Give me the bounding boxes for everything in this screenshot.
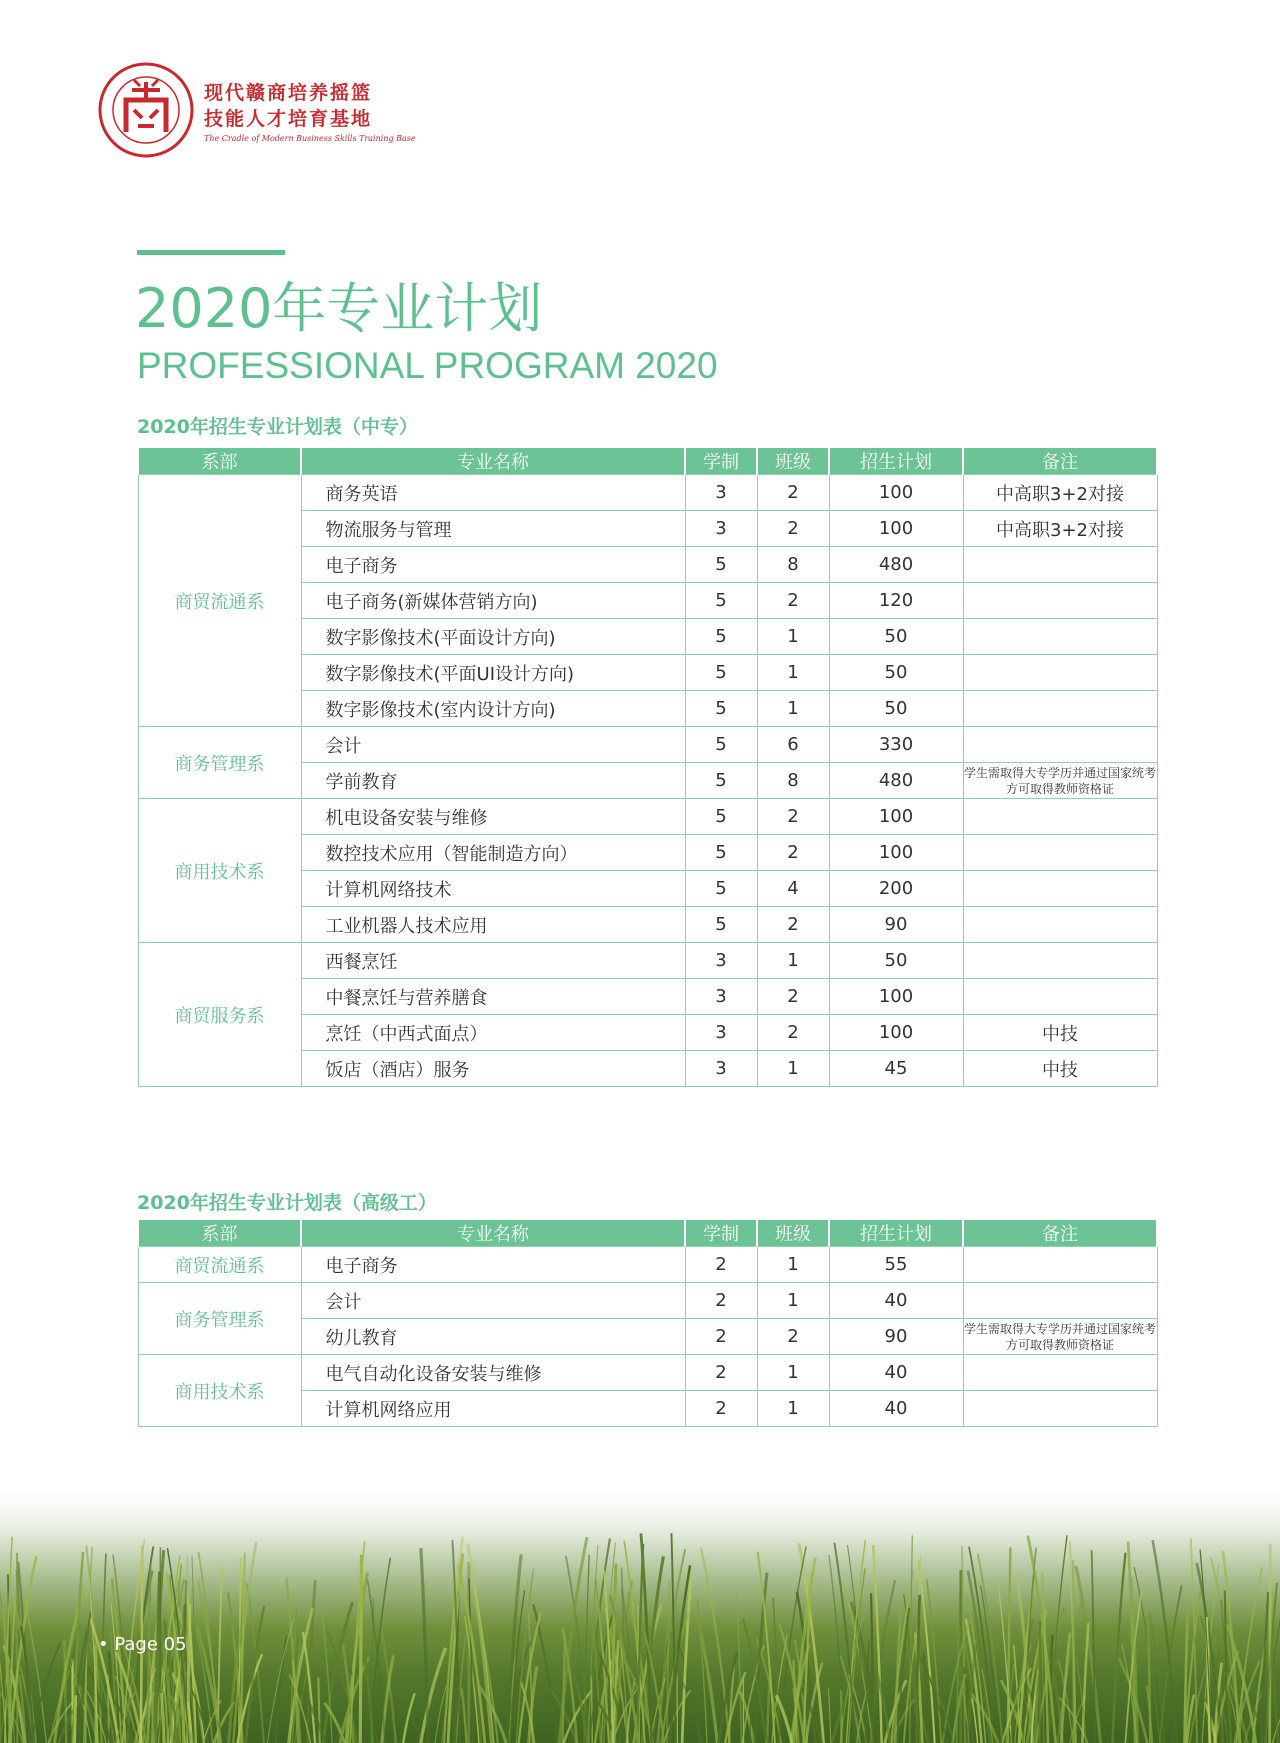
note-cell: 学生需取得大专学历并通过国家统考方可取得教师资格证 <box>963 1319 1157 1355</box>
plan-cell: 480 <box>829 547 963 583</box>
major-cell: 电子商务 <box>301 1247 685 1283</box>
major-cell: 会计 <box>301 1283 685 1319</box>
plan-cell: 40 <box>829 1355 963 1391</box>
grass-blade <box>755 1573 767 1743</box>
logo-slogan-line2: 技能人才培育基地 <box>204 108 373 130</box>
note-cell <box>963 1391 1157 1427</box>
grass-blade <box>683 1683 703 1743</box>
table2-title: 2020年招生专业计划表（高级工） <box>137 1192 437 1214</box>
note-cell <box>963 655 1157 691</box>
major-cell: 数字影像技术(平面UI设计方向) <box>301 655 685 691</box>
grass-background <box>0 1490 1280 1743</box>
table-row <box>138 799 1157 835</box>
major-cell: 物流服务与管理 <box>301 511 685 547</box>
grass-blade <box>871 1593 873 1743</box>
grass-blade <box>1092 1550 1095 1743</box>
grass-blade <box>910 1535 913 1743</box>
plan-cell: 50 <box>829 943 963 979</box>
major-cell: 计算机网络应用 <box>301 1391 685 1427</box>
classes-cell: 1 <box>757 691 829 727</box>
classes-cell: 1 <box>757 1247 829 1283</box>
column-header: 备注 <box>963 1220 1157 1247</box>
column-header: 系部 <box>138 448 301 475</box>
classes-cell: 8 <box>757 763 829 799</box>
department-cell: 商贸流通系 <box>138 1247 301 1283</box>
column-header: 招生计划 <box>829 1220 963 1247</box>
plan-cell: 330 <box>829 727 963 763</box>
classes-cell: 1 <box>757 1051 829 1087</box>
department-cell: 商贸服务系 <box>138 943 301 1087</box>
school-seal-icon <box>96 60 196 160</box>
enrollment-table-senior-worker <box>137 1220 1158 1427</box>
note-cell: 中技 <box>963 1051 1157 1087</box>
grass-blade <box>591 1676 592 1743</box>
classes-cell: 1 <box>757 943 829 979</box>
grass-blade <box>1112 1553 1125 1743</box>
note-cell <box>963 943 1157 979</box>
years-cell: 3 <box>685 943 757 979</box>
department-cell: 商务管理系 <box>138 727 301 799</box>
classes-cell: 2 <box>757 583 829 619</box>
page-title: 2020年专业计划 <box>135 277 543 340</box>
grass-blade <box>1270 1544 1271 1743</box>
years-cell: 2 <box>685 1319 757 1355</box>
grass-blade <box>978 1554 1003 1743</box>
note-cell <box>963 835 1157 871</box>
major-cell: 电子商务 <box>301 547 685 583</box>
years-cell: 3 <box>685 475 757 511</box>
note-cell: 中高职3+2对接 <box>963 511 1157 547</box>
classes-cell: 1 <box>757 1283 829 1319</box>
plan-cell: 90 <box>829 907 963 943</box>
plan-cell: 40 <box>829 1283 963 1319</box>
plan-cell: 120 <box>829 583 963 619</box>
classes-cell: 2 <box>757 907 829 943</box>
page-subtitle: PROFESSIONAL PROGRAM 2020 <box>137 345 718 386</box>
grass-blade <box>1061 1633 1070 1743</box>
plan-cell: 50 <box>829 655 963 691</box>
years-cell: 5 <box>685 727 757 763</box>
note-cell: 中技 <box>963 1015 1157 1051</box>
column-header: 招生计划 <box>829 448 963 475</box>
column-header: 学制 <box>685 1220 757 1247</box>
note-cell <box>963 1247 1157 1283</box>
plan-cell: 100 <box>829 475 963 511</box>
table-row <box>138 475 1157 511</box>
years-cell: 2 <box>685 1247 757 1283</box>
years-cell: 5 <box>685 799 757 835</box>
plan-cell: 100 <box>829 511 963 547</box>
note-cell <box>963 907 1157 943</box>
years-cell: 5 <box>685 547 757 583</box>
column-header: 学制 <box>685 448 757 475</box>
department-cell: 商务管理系 <box>138 1283 301 1355</box>
plan-cell: 50 <box>829 691 963 727</box>
grass-blade <box>1272 1666 1278 1743</box>
table-row <box>138 1283 1157 1319</box>
note-cell <box>963 1355 1157 1391</box>
classes-cell: 2 <box>757 979 829 1015</box>
plan-cell: 200 <box>829 871 963 907</box>
major-cell: 中餐烹饪与营养膳食 <box>301 979 685 1015</box>
department-cell: 商贸流通系 <box>138 475 301 727</box>
years-cell: 5 <box>685 763 757 799</box>
column-header: 备注 <box>963 448 1157 475</box>
classes-cell: 1 <box>757 619 829 655</box>
grass-blade <box>75 1695 76 1743</box>
plan-cell: 100 <box>829 1015 963 1051</box>
major-cell: 数字影像技术(室内设计方向) <box>301 691 685 727</box>
column-header: 系部 <box>138 1220 301 1247</box>
plan-cell: 55 <box>829 1247 963 1283</box>
plan-cell: 480 <box>829 763 963 799</box>
years-cell: 5 <box>685 619 757 655</box>
grass-blade <box>1073 1560 1074 1743</box>
note-cell <box>963 583 1157 619</box>
table-header-row <box>138 1220 1157 1247</box>
grass-blade <box>828 1688 830 1743</box>
major-cell: 会计 <box>301 727 685 763</box>
classes-cell: 8 <box>757 547 829 583</box>
classes-cell: 2 <box>757 475 829 511</box>
grass-blade <box>462 1689 467 1743</box>
note-cell <box>963 547 1157 583</box>
note-cell: 学生需取得大专学历并通过国家统考方可取得教师资格证 <box>963 763 1157 799</box>
column-header: 班级 <box>757 448 829 475</box>
years-cell: 3 <box>685 1015 757 1051</box>
classes-cell: 2 <box>757 1319 829 1355</box>
grass-blade <box>421 1548 428 1743</box>
note-cell <box>963 979 1157 1015</box>
note-cell <box>963 619 1157 655</box>
grass-blade <box>1082 1623 1088 1743</box>
enrollment-table-secondary <box>137 448 1158 1087</box>
classes-cell: 2 <box>757 511 829 547</box>
grass-blade <box>697 1599 707 1743</box>
logo-slogan-english: The Cradle of Modern Business Skills Training Base <box>204 134 416 143</box>
grass-blade <box>767 1670 770 1743</box>
classes-cell: 6 <box>757 727 829 763</box>
plan-cell: 50 <box>829 619 963 655</box>
years-cell: 5 <box>685 583 757 619</box>
major-cell: 电子商务(新媒体营销方向) <box>301 583 685 619</box>
years-cell: 5 <box>685 835 757 871</box>
plan-cell: 100 <box>829 979 963 1015</box>
major-cell: 烹饪（中西式面点） <box>301 1015 685 1051</box>
column-header: 专业名称 <box>301 448 685 475</box>
years-cell: 3 <box>685 979 757 1015</box>
classes-cell: 1 <box>757 1355 829 1391</box>
plan-cell: 90 <box>829 1319 963 1355</box>
table-row <box>138 1355 1157 1391</box>
classes-cell: 2 <box>757 1015 829 1051</box>
major-cell: 幼儿教育 <box>301 1319 685 1355</box>
grass-blade <box>737 1594 741 1743</box>
department-cell: 商用技术系 <box>138 799 301 943</box>
classes-cell: 2 <box>757 835 829 871</box>
grass-blade <box>849 1568 866 1743</box>
table1-title: 2020年招生专业计划表（中专） <box>137 416 418 438</box>
note-cell <box>963 1283 1157 1319</box>
grass-blade <box>667 1581 669 1743</box>
major-cell: 数控技术应用（智能制造方向） <box>301 835 685 871</box>
logo-slogan <box>204 80 416 143</box>
page-number: • Page 05 <box>98 1634 187 1655</box>
classes-cell: 4 <box>757 871 829 907</box>
major-cell: 商务英语 <box>301 475 685 511</box>
major-cell: 西餐烹饪 <box>301 943 685 979</box>
grass-blade <box>1076 1566 1101 1743</box>
grass-blade <box>403 1693 415 1743</box>
table-row <box>138 1247 1157 1283</box>
plan-cell: 45 <box>829 1051 963 1087</box>
major-cell: 数字影像技术(平面设计方向) <box>301 619 685 655</box>
years-cell: 2 <box>685 1355 757 1391</box>
plan-cell: 100 <box>829 835 963 871</box>
note-cell: 中高职3+2对接 <box>963 475 1157 511</box>
classes-cell: 1 <box>757 1391 829 1427</box>
major-cell: 学前教育 <box>301 763 685 799</box>
years-cell: 2 <box>685 1391 757 1427</box>
table-header-row <box>138 448 1157 475</box>
major-cell: 电气自动化设备安装与维修 <box>301 1355 685 1391</box>
plan-cell: 100 <box>829 799 963 835</box>
column-header: 班级 <box>757 1220 829 1247</box>
column-header: 专业名称 <box>301 1220 685 1247</box>
grass-blade <box>1148 1616 1150 1743</box>
grass-blade <box>318 1678 319 1743</box>
department-cell: 商用技术系 <box>138 1355 301 1427</box>
years-cell: 5 <box>685 655 757 691</box>
years-cell: 3 <box>685 1051 757 1087</box>
title-accent-bar <box>137 250 285 255</box>
major-cell: 机电设备安装与维修 <box>301 799 685 835</box>
years-cell: 2 <box>685 1283 757 1319</box>
years-cell: 5 <box>685 691 757 727</box>
major-cell: 计算机网络技术 <box>301 871 685 907</box>
note-cell <box>963 871 1157 907</box>
table-row <box>138 727 1157 763</box>
school-logo <box>96 60 416 160</box>
note-cell <box>963 727 1157 763</box>
logo-slogan-line1: 现代赣商培养摇篮 <box>204 82 373 104</box>
major-cell: 饭店（酒店）服务 <box>301 1051 685 1087</box>
note-cell <box>963 691 1157 727</box>
classes-cell: 1 <box>757 655 829 691</box>
years-cell: 3 <box>685 511 757 547</box>
plan-cell: 40 <box>829 1391 963 1427</box>
note-cell <box>963 799 1157 835</box>
major-cell: 工业机器人技术应用 <box>301 907 685 943</box>
years-cell: 5 <box>685 871 757 907</box>
table-row <box>138 943 1157 979</box>
years-cell: 5 <box>685 907 757 943</box>
grass-blades-decoration <box>0 1490 1280 1743</box>
classes-cell: 2 <box>757 799 829 835</box>
